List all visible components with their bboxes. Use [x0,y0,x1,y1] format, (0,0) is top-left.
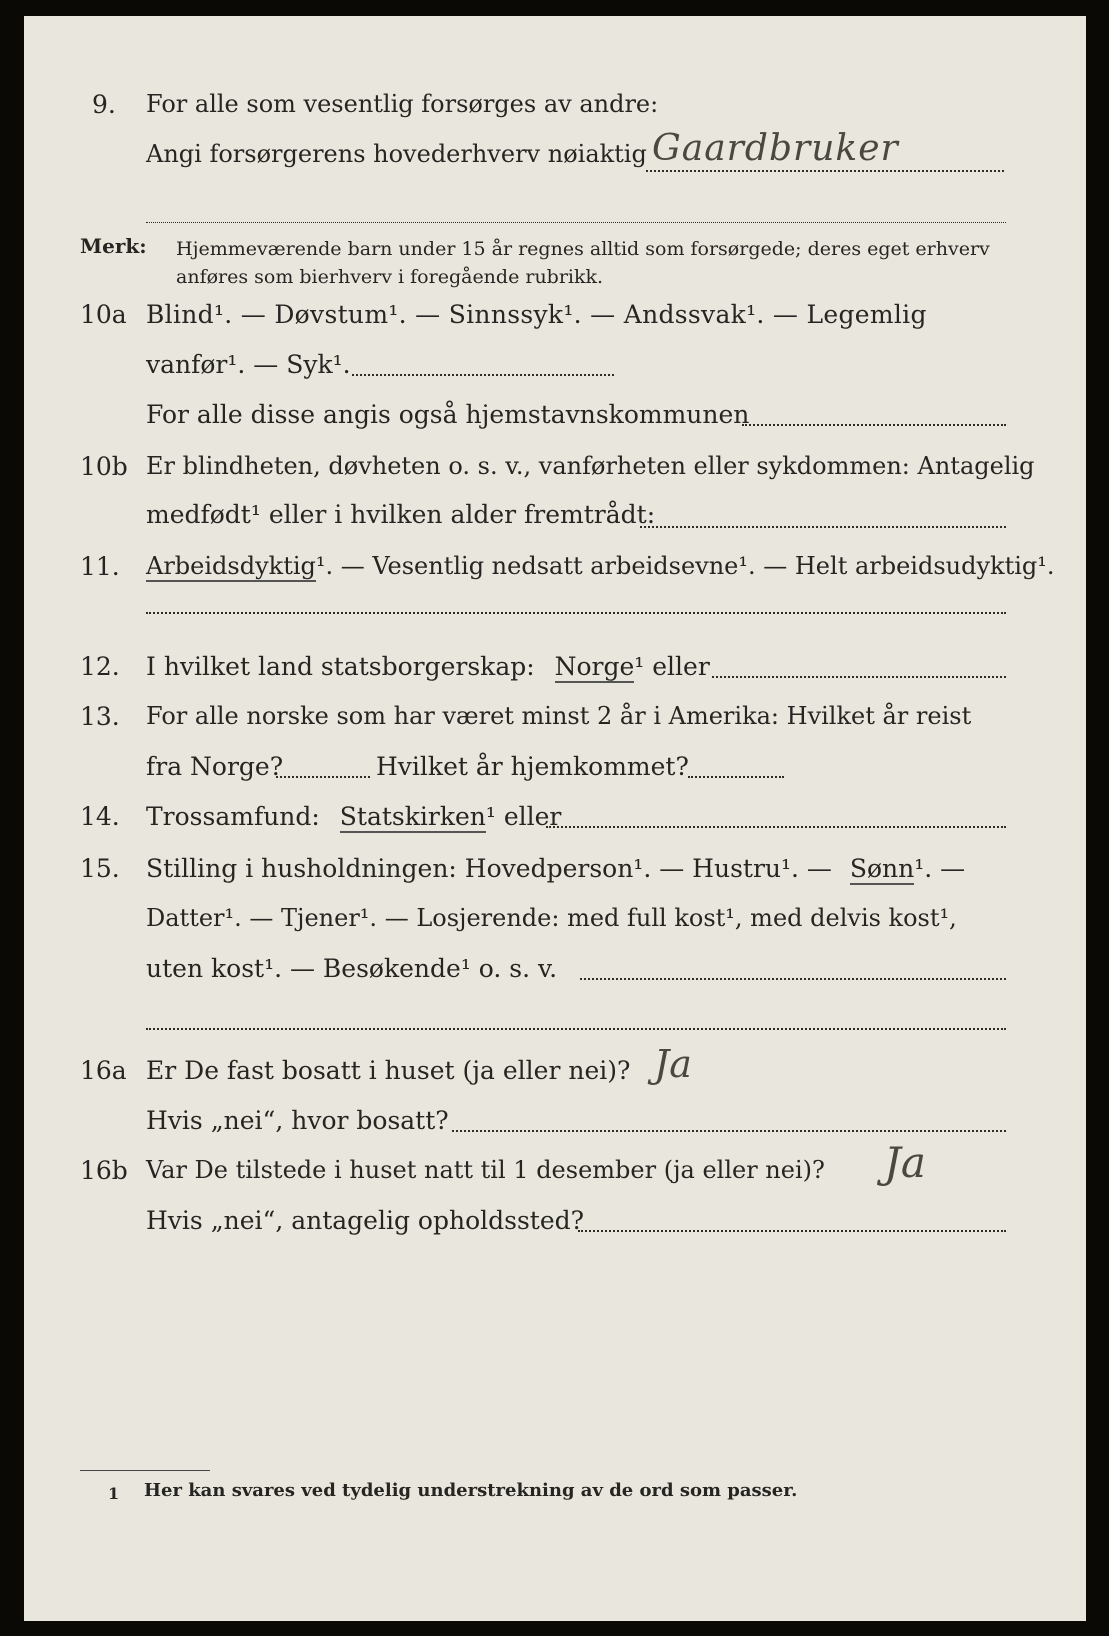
q9-handwritten-answer[interactable]: Gaardbruker [652,128,899,169]
q13-line2a: fra Norge? [146,752,284,781]
q14-eller-line [546,826,1006,828]
q11-answer-line [146,612,1006,614]
q15-line1a: Stilling i husholdningen: Hovedperson¹. — Hustru¹. — [146,854,832,883]
q14-post: ¹ eller [485,802,562,831]
q10b-line1: Er blindheten, døvheten o. s. v., vanførheten eller sykdommen: Antagelig [146,452,1035,480]
q11-option-arbeidsdyktig[interactable]: Arbeidsdyktig [146,552,316,580]
q15-line1 [146,854,965,883]
q13-line2b: Hvilket år hjemkommet? [376,752,689,781]
q11-number: 11. [80,552,120,581]
separator-rule [146,222,1006,223]
q16a-bosatt-line [452,1130,1006,1132]
q12-line [146,652,710,681]
q16a-number: 16a [80,1056,127,1085]
merk-line1: Hjemmeværende barn under 15 år regnes alltid som forsørgede; deres eget erhverv [176,238,990,260]
q15-line2: Datter¹. — Tjener¹. — Losjerende: med full kost¹, med delvis kost¹, [146,904,957,932]
q16b-line1: Var De tilstede i huset natt til 1 desember (ja eller nei)? [146,1156,825,1184]
q12-post: ¹ eller [634,652,710,681]
q14-line [146,802,561,831]
q14-pre: Trossamfund: [146,802,320,831]
q13-number: 13. [80,702,120,731]
q13-reist-line [276,776,370,778]
q15-number: 15. [80,854,120,883]
q11-line [146,552,1055,580]
q16b-line2: Hvis „nei“, antagelig opholdssted? [146,1206,585,1235]
q16a-line2: Hvis „nei“, hvor bosatt? [146,1106,449,1135]
q10b-line2: medfødt¹ eller i hvilken alder fremtrådt: [146,500,656,529]
q15-answer-line [146,1028,1006,1030]
q16b-opholdssted-line [578,1230,1006,1232]
q13-hjemkommet-line [688,776,784,778]
q13-line1: For alle norske som har været minst 2 år i Amerika: Hvilket år reist [146,702,972,730]
q14-option-statskirken[interactable]: Statskirken [339,802,486,831]
q15-option-sonn[interactable]: Sønn [849,854,915,883]
q15-line3: uten kost¹. — Besøkende¹ o. s. v. [146,954,558,983]
footnote-text: Her kan svares ved tydelig understrekning av de ord som passer. [144,1480,798,1501]
q12-number: 12. [80,652,120,681]
q15-besokende-line [580,978,1006,980]
q12-eller-line [712,676,1006,678]
q10a-line2: vanfør¹. — Syk¹. [146,350,351,379]
q11-rest: ¹. — Vesentlig nedsatt arbeidsevne¹. — Helt arbeidsudyktig¹. [315,552,1055,580]
q10a-hjemstavn-line [742,424,1006,426]
q16b-handwritten-answer[interactable]: Ja [884,1138,926,1187]
q14-number: 14. [80,802,120,831]
q10b-number: 10b [80,452,128,481]
q9-line1: For alle som vesentlig forsørges av andre: [146,90,659,118]
footnote-marker: 1 [108,1484,120,1503]
q15-line1b: ¹. — [914,854,966,883]
q9-number: 9. [92,90,116,119]
q10b-alder-line [640,526,1006,528]
q16a-handwritten-answer[interactable]: Ja [654,1042,692,1086]
q16a-line1: Er De fast bosatt i huset (ja eller nei)? [146,1056,631,1085]
footnote-rule [80,1470,210,1471]
q12-pre: I hvilket land statsborgerskap: [146,652,535,681]
merk-line2: anføres som bierhverv i foregående rubrikk. [176,266,604,288]
merk-label: Merk: [80,234,147,258]
q12-option-norge[interactable]: Norge [554,652,635,681]
q9-answer-line [646,170,1004,172]
q10a-number: 10a [80,300,127,329]
q9-line2: Angi forsørgerens hovederhverv nøiaktig [146,140,647,168]
q10a-line1: Blind¹. — Døvstum¹. — Sinnssyk¹. — Andssvak¹. — Legemlig [146,300,927,329]
q10a-syk-line [352,374,614,376]
q16b-number: 16b [80,1156,128,1185]
census-form-page [24,16,1086,1621]
q10a-line3: For alle disse angis også hjemstavnskommunen [146,400,750,429]
